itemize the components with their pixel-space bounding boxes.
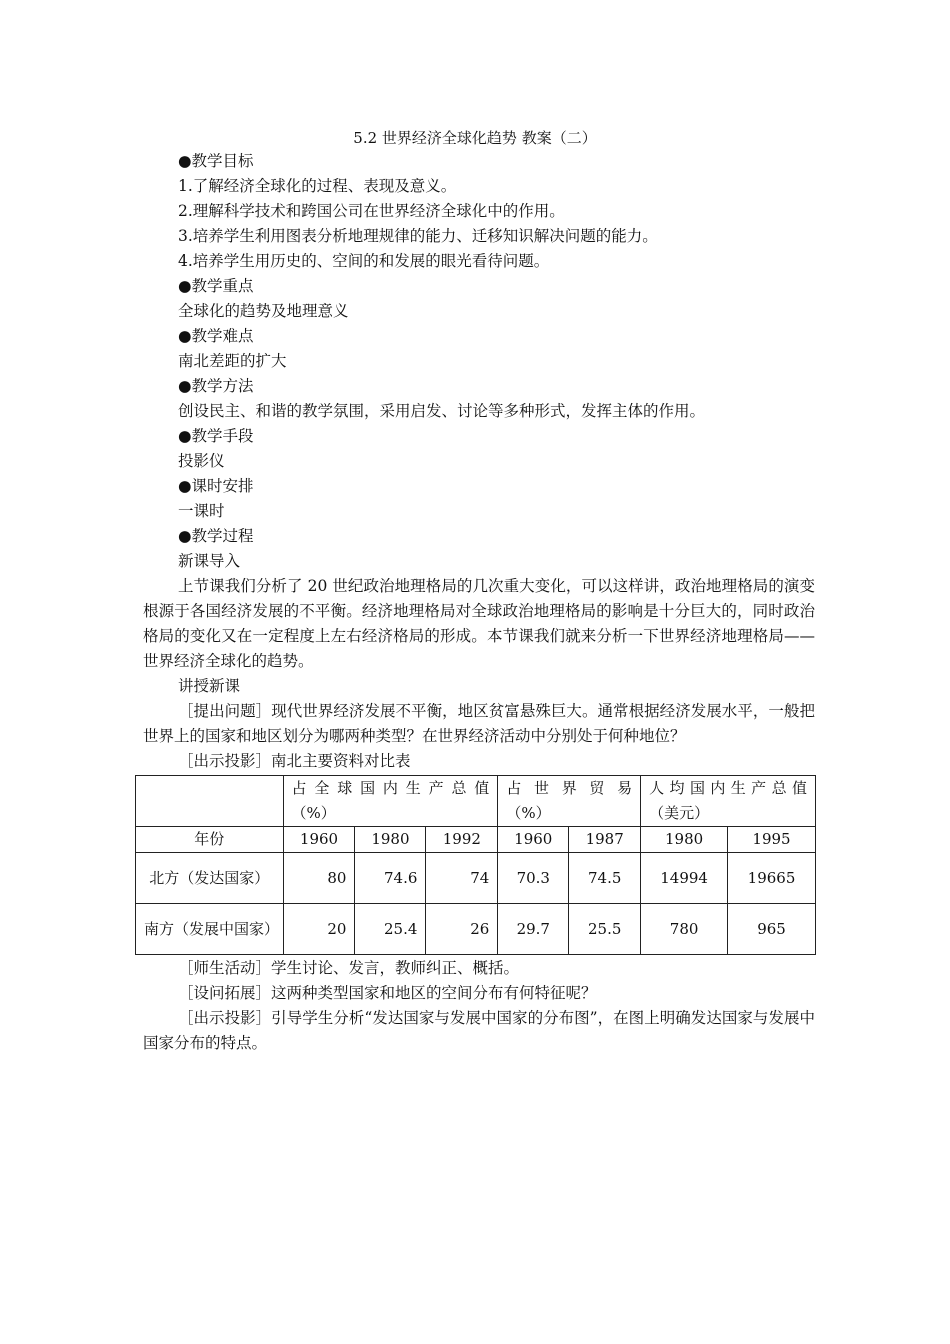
table-cell: 74.5: [569, 853, 641, 904]
section-heading-means: ●教学手段: [178, 427, 254, 445]
table-cell: 29.7: [498, 904, 569, 955]
table-year-row: [136, 827, 816, 853]
key-points-text: 全球化的趋势及地理意义: [178, 302, 349, 320]
method-text: 创设民主、和谐的教学氛围，采用启发、讨论等多种形式，发挥主体的作用。: [178, 402, 706, 420]
group-header-bottom: （%）: [291, 804, 336, 822]
intro-heading: 新课导入: [178, 552, 241, 570]
table-group-header: [283, 776, 498, 827]
table-row: [136, 904, 816, 955]
objective-item: 2.理解科学技术和跨国公司在世界经济全球化中的作用。: [178, 202, 565, 220]
objective-item: 3.培养学生利用图表分析地理规律的能力、迁移知识解决问题的能力。: [178, 227, 658, 245]
table-cell: 74: [426, 853, 498, 904]
year-label-cell: 年份: [136, 827, 284, 853]
table-cell: 965: [728, 904, 816, 955]
lecture-heading: 讲授新课: [178, 677, 241, 695]
final-paragraph: ［出示投影］引导学生分析“发达国家与发展中国家的分布图”，在图上明确发达国家与发展中国家分布的特点。: [143, 1009, 815, 1052]
table-cell: 25.5: [569, 904, 641, 955]
table-cell: 780: [641, 904, 728, 955]
table-header-row: [136, 776, 816, 827]
section-heading-method: ●教学方法: [178, 377, 254, 395]
year-cell: 1960: [498, 827, 569, 853]
projection-caption: ［出示投影］南北主要资料对比表: [178, 752, 411, 770]
group-header-bottom: （美元）: [649, 804, 710, 822]
table-cell: 19665: [728, 853, 816, 904]
activity-line: ［师生活动］学生讨论、发言，教师纠正、概括。: [178, 959, 520, 977]
question-paragraph: ［提出问题］现代世界经济发展不平衡，地区贫富悬殊巨大。通常根据经济发展水平，一般把世界上的国家和地区划分为哪两种类型？在世界经济活动中分别处于何种地位？: [143, 702, 815, 745]
table-cell: 26: [426, 904, 498, 955]
year-cell: 1992: [426, 827, 498, 853]
year-cell: 1980: [641, 827, 728, 853]
section-heading-schedule: ●课时安排: [178, 477, 254, 495]
question-extension-line: ［设问拓展］这两种类型国家和地区的空间分布有何特征呢？: [178, 984, 597, 1002]
table-cell: 80: [283, 853, 355, 904]
row-label-south: 南方（发展中国家）: [136, 904, 284, 955]
group-header-top: 人均国内生产总值: [649, 779, 807, 797]
document-body: [143, 149, 815, 1056]
table-cell: 20: [283, 904, 355, 955]
objective-item: 4.培养学生用历史的、空间的和发展的眼光看待问题。: [178, 252, 550, 270]
table-cell: 14994: [641, 853, 728, 904]
year-cell: 1995: [728, 827, 816, 853]
table-row: [136, 853, 816, 904]
section-heading-difficulty: ●教学难点: [178, 327, 254, 345]
group-header-bottom: （%）: [506, 804, 551, 822]
table-cell: 74.6: [355, 853, 426, 904]
difficulty-text: 南北差距的扩大: [178, 352, 287, 370]
schedule-text: 一课时: [178, 502, 225, 520]
means-text: 投影仪: [178, 452, 225, 470]
table-cell: 70.3: [498, 853, 569, 904]
group-header-top: 占世界贸易: [506, 779, 633, 797]
year-cell: 1980: [355, 827, 426, 853]
year-cell: 1987: [569, 827, 641, 853]
table-group-header: [498, 776, 641, 827]
objective-item: 1.了解经济全球化的过程、表现及意义。: [178, 177, 457, 195]
group-header-top: 占全球国内生产总值: [291, 779, 490, 797]
table-corner-cell: [136, 776, 284, 827]
comparison-table: [135, 775, 816, 955]
table-cell: 25.4: [355, 904, 426, 955]
document-title: 5.2 世界经济全球化趋势 教案（二）: [353, 129, 597, 147]
section-heading-objectives: ●教学目标: [178, 152, 254, 170]
year-cell: 1960: [283, 827, 355, 853]
section-heading-key-points: ●教学重点: [178, 277, 254, 295]
table-group-header: [641, 776, 816, 827]
row-label-north: 北方（发达国家）: [136, 853, 284, 904]
section-heading-process: ●教学过程: [178, 527, 254, 545]
intro-paragraph: 上节课我们分析了 20 世纪政治地理格局的几次重大变化，可以这样讲，政治地理格局的演变根源于各国经济发展的不平衡。经济地理格局对全球政治地理格局的影响是十分巨大的，同时政治格局的变化又在一定程度上左右经济格局的形成。本节课我们就来分析一下世界经济地理格局——世界经济全球化的趋势。: [143, 577, 815, 670]
